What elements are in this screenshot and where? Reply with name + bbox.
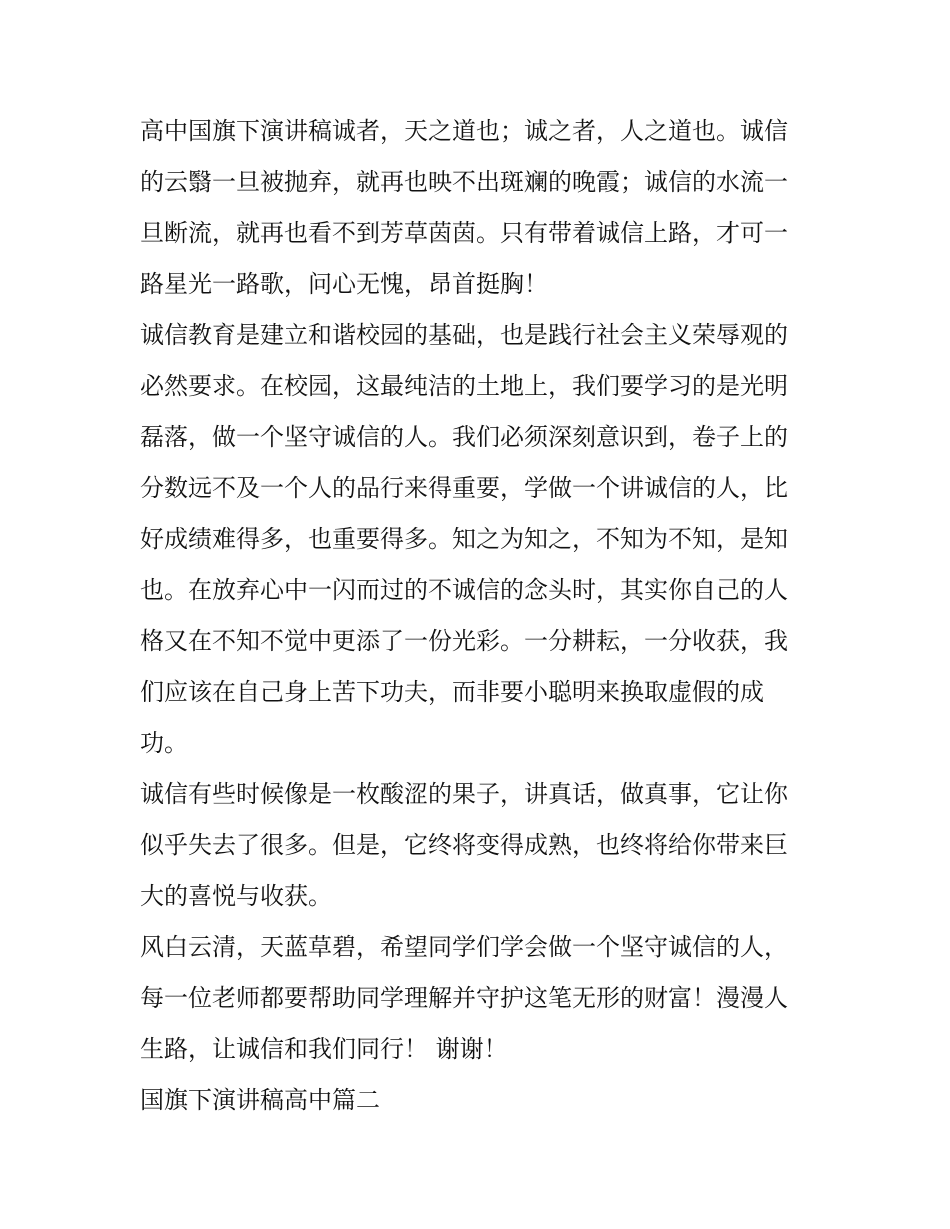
text-line: 功。 <box>140 729 188 757</box>
paragraph-intro <box>140 106 812 310</box>
text-line: 们应该在自己身上苦下功夫，而非要小聪明来换取虚假的成 <box>140 678 764 706</box>
text-line: 诚信有些时候像是一枚酸涩的果子，讲真话，做真事，它让你 <box>140 780 788 808</box>
text-line: 诚信教育是建立和谐校园的基础，也是践行社会主义荣辱观的 <box>140 321 788 349</box>
text-line: 格又在不知不觉中更添了一份光彩。一分耕耘，一分收获，我 <box>140 627 788 655</box>
text-line: 大的喜悦与收获。 <box>140 882 332 910</box>
text-line: 分数远不及一个人的品行来得重要，学做一个讲诚信的人，比 <box>140 474 788 502</box>
paragraph-closing <box>140 922 812 1075</box>
text-line: 磊落，做一个坚守诚信的人。我们必须深刻意识到，卷子上的 <box>140 423 788 451</box>
text-line: 每一位老师都要帮助同学理解并守护这笔无形的财富！漫漫人 <box>140 984 788 1012</box>
paragraph-education <box>140 310 812 769</box>
text-line: 也。在放弃心中一闪而过的不诚信的念头时，其实你自己的人 <box>140 576 788 604</box>
text-line: 必然要求。在校园，这最纯洁的土地上，我们要学习的是光明 <box>140 372 788 400</box>
text-line: 高中国旗下演讲稿诚者，天之道也；诚之者，人之道也。诚信 <box>140 117 788 145</box>
text-line: 好成绩难得多，也重要得多。知之为知之，不知为不知，是知 <box>140 525 788 553</box>
text-line: 的云翳一旦被抛弃，就再也映不出斑斓的晚霞；诚信的水流一 <box>140 168 788 196</box>
paragraph-fruit <box>140 769 812 922</box>
section-heading <box>140 1075 812 1126</box>
text-line: 生路，让诚信和我们同行！ 谢谢！ <box>140 1035 508 1063</box>
text-line: 路星光一路歌，问心无愧，昂首挺胸！ <box>140 270 548 298</box>
document-body <box>140 106 812 1126</box>
text-line: 风白云清，天蓝草碧，希望同学们学会做一个坚守诚信的人， <box>140 933 788 961</box>
text-line: 似乎失去了很多。但是，它终将变得成熟，也终将给你带来巨 <box>140 831 788 859</box>
text-line: 国旗下演讲稿高中篇二 <box>140 1086 380 1114</box>
text-line: 旦断流，就再也看不到芳草茵茵。只有带着诚信上路，才可一 <box>140 219 788 247</box>
